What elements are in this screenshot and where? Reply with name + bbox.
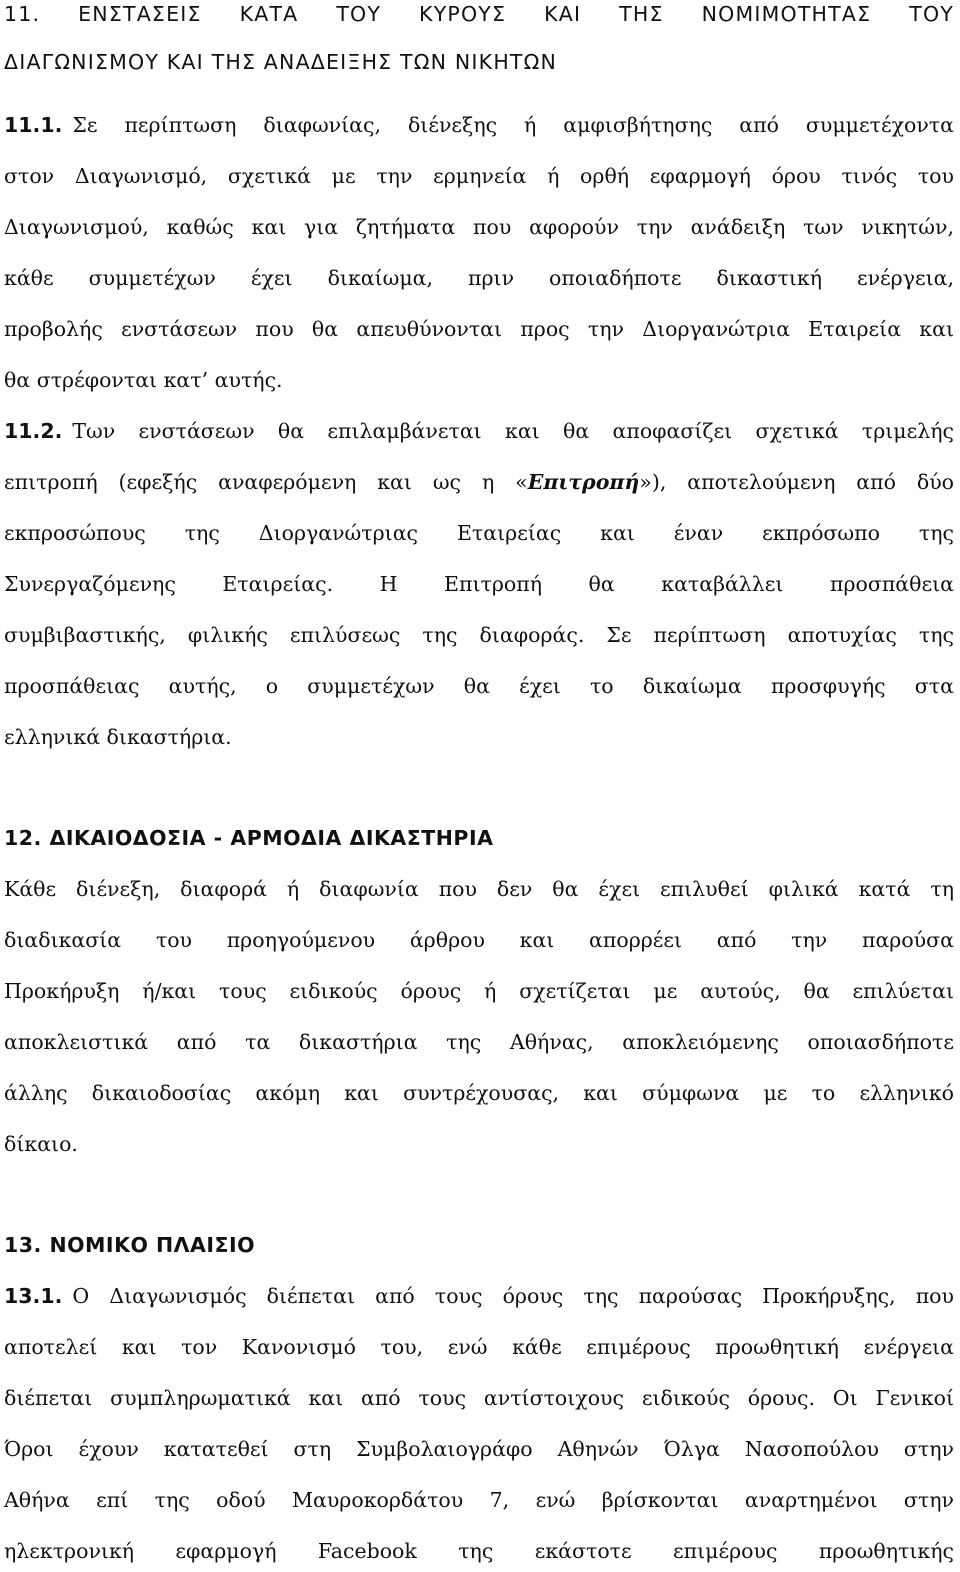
paragraph-text: Σε περίπτωση διαφωνίας, διένεξης ή αμφισβήτησης από συμμετέχοντα [72,113,954,137]
section-12-line-1: Κάθε διένεξη, διαφορά ή διαφωνία που δεν θα έχει επιλυθεί φιλικά κατά τη [4,877,954,901]
section-13-title: 13. ΝΟΜΙΚΟ ΠΛΑΙΣΙΟ [4,1233,256,1257]
paragraph-11-1-line-4: κάθε συμμετέχων έχει δικαίωμα, πριν οποιαδήποτε δικαστική ενέργεια, [4,266,954,290]
paragraph-text: Ο Διαγωνισμός διέπεται από τους όρους της παρούσας Προκήρυξης, που [72,1284,954,1308]
section-12-title: 12. ΔΙΚΑΙΟΔΟΣΙΑ - ΑΡΜΟΔΙΑ ΔΙΚΑΣΤΗΡΙΑ [4,826,494,850]
paragraph-11-2-line-7: ελληνικά δικαστήρια. [4,725,232,749]
paragraph-11-2-line-6: προσπάθειας αυτής, ο συμμετέχων θα έχει το δικαίωμα προσφυγής στα [4,674,954,698]
paragraph-text: Των ενστάσεων θα επιλαμβάνεται και θα αποφασίζει σχετικά τριμελής [72,419,954,443]
paragraph-11-2-line-5: συμβιβαστικής, φιλικής επιλύσεως της διαφοράς. Σε περίπτωση αποτυχίας της [4,623,954,647]
paragraph-13-1-line-2: αποτελεί και τον Κανονισμό του, ενώ κάθε επιμέρους προωθητική ενέργεια [4,1335,954,1359]
paragraph-13-1-line-5: Αθήνα επί της οδού Μαυροκορδάτου 7, ενώ βρίσκονται αναρτημένοι στην [4,1488,954,1512]
paragraph-11-1-line-3: Διαγωνισμού, καθώς και για ζητήματα που αφορούν την ανάδειξη των νικητών, [4,215,954,239]
section-12-line-5: άλλης δικαιοδοσίας ακόμη και συντρέχουσας, και σύμφωνα με το ελληνικό [4,1081,954,1105]
paragraph-11-2-line-2 [4,468,954,496]
paragraph-text: επιτροπή (εφεξής αναφερόμενη και ως η « [4,470,528,494]
section-12-line-3: Προκήρυξη ή/και τους ειδικούς όρους ή σχετίζεται με αυτούς, θα επιλύεται [4,979,954,1003]
paragraph-number: 13.1. [4,1284,63,1308]
paragraph-11-2-line-3: εκπροσώπους της Διοργανώτριας Εταιρείας και έναν εκπρόσωπο της [4,521,954,545]
paragraph-13-1-line-4: Όροι έχουν κατατεθεί στη Συμβολαιογράφο Αθηνών Όλγα Νασοπούλου στην [4,1437,954,1461]
paragraph-number: 11.1. [4,113,63,137]
section-12-line-4: αποκλειστικά από τα δικαστήρια της Αθήνας, αποκλειόμενης οποιασδήποτε [4,1030,954,1054]
paragraph-11-1-line-6: θα στρέφονται κατ’ αυτής. [4,368,283,392]
paragraph-13-1-line-6: ηλεκτρονική εφαρμογή Facebook της εκάστοτε επιμέρους προωθητικής [4,1539,954,1563]
paragraph-number: 11.2. [4,419,63,443]
section-11-title-line-1: 11. ΕΝΣΤΑΣΕΙΣ ΚΑΤΑ ΤΟΥ ΚΥΡΟΥΣ ΚΑΙ ΤΗΣ ΝΟΜΙΜΟΤΗΤΑΣ ΤΟΥ [4,2,954,26]
paragraph-11-1-line-1 [4,111,954,139]
paragraph-11-1-line-2: στον Διαγωνισμό, σχετικά με την ερμηνεία ή ορθή εφαρμογή όρου τινός του [4,164,954,188]
paragraph-11-1-line-5: προβολής ενστάσεων που θα απευθύνονται προς την Διοργανώτρια Εταιρεία και [4,317,954,341]
section-12-line-2: διαδικασία του προηγούμενου άρθρου και απορρέει από την παρούσα [4,928,954,952]
paragraph-13-1-line-3: διέπεται συμπληρωματικά και από τους αντίστοιχους ειδικούς όρους. Οι Γενικοί [4,1386,954,1410]
paragraph-13-1-line-1 [4,1282,954,1310]
defined-term: Επιτροπή [527,470,640,494]
section-12-line-6: δίκαιο. [4,1132,78,1156]
paragraph-text: »), αποτελούμενη από δύο [639,470,955,494]
paragraph-11-2-line-4: Συνεργαζόμενης Εταιρείας. Η Επιτροπή θα καταβάλλει προσπάθεια [4,572,954,596]
paragraph-11-2-line-1 [4,417,954,445]
section-11-title-line-2: ΔΙΑΓΩΝΙΣΜΟΥ ΚΑΙ ΤΗΣ ΑΝΑΔΕΙΞΗΣ ΤΩΝ ΝΙΚΗΤΩΝ [4,50,558,74]
